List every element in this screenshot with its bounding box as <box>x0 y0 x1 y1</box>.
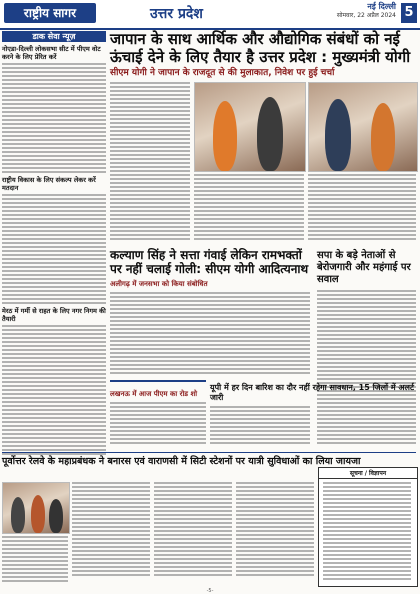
masthead <box>0 0 420 30</box>
city-name: नई दिल्ली <box>367 2 396 11</box>
left-text-2 <box>2 194 106 304</box>
bottom-photo <box>2 482 70 534</box>
bottom-story-text-col4 <box>236 482 314 578</box>
page-footer: -5- <box>206 588 214 594</box>
main-story-text-col3 <box>308 174 416 242</box>
newspaper-logo: राष्ट्रीय सागर <box>4 3 96 23</box>
mid-story-headline: यूपी में हर दिन बारिश का दौर नहीं रहेगा सावधान, 15 जिलों में अलर्ट जारी <box>210 383 415 402</box>
left-column-header: डाक सेवा न्यूज़ <box>2 31 106 42</box>
right-story-text <box>317 290 416 446</box>
left-headline-2: राष्ट्रीय विकास के लिए संकल्प लेकर करें मतदान <box>2 176 96 192</box>
left-headline-1: नोएडा-दिल्ली लोकसभा सीट में पीएम वोट करने के लिए प्रेरित करें <box>2 45 101 61</box>
ad-text <box>323 482 411 582</box>
section-title: उत्तर प्रदेश <box>150 6 203 22</box>
bottom-headline: पूर्वोत्तर रेलवे के महाप्रबंधक ने बनारस एवं वाराणसी में सिटी स्टेशनों पर यात्री सुविधाओं का लिया जायजा <box>2 452 416 468</box>
small-story-headline: लखनऊ में आज पीएम का रोड शो <box>110 390 198 398</box>
main-headline: जापान के साथ आर्थिक और औद्योगिक संबंधों को नई ऊंचाई देने के लिए तैयार है उत्तर प्रदेश : मुख्यमंत्री योगी <box>110 30 411 66</box>
second-headline: कल्याण सिंह ने सत्ता गंवाई लेकिन रामभक्तों पर नहीं चलाई गोली: सीएम योगी आदित्यनाथ <box>110 248 309 276</box>
second-story-text <box>110 292 310 376</box>
section-divider <box>110 380 206 382</box>
left-text-3 <box>2 325 106 455</box>
page-number: 5 <box>401 3 417 23</box>
bottom-story-text-col2 <box>72 482 150 578</box>
second-photo <box>308 82 418 172</box>
main-subheadline: सीएम योगी ने जापान के राजदूत से की मुलाकात, निवेश पर हुई चर्चा <box>110 68 335 78</box>
second-subheadline: अलीगढ़ में जनसभा को किया संबोधित <box>110 280 208 288</box>
small-story-text <box>110 402 206 446</box>
left-headline-3: मेरठ में गर्मी से राहत के लिए नगर निगम की तैयारी <box>2 307 106 323</box>
advertisement-box <box>318 467 418 587</box>
ad-title: सूचना / विज्ञापन <box>319 468 417 479</box>
bottom-story-text-col1 <box>2 536 68 584</box>
right-story-headline: सपा के बड़े नेताओं से बेरोजगारी और महंगाई पर सवाल <box>317 250 411 285</box>
main-story-text-col2 <box>194 174 304 242</box>
bottom-story-text-col3 <box>154 482 232 578</box>
masthead-date <box>337 3 396 20</box>
main-photo <box>194 82 306 172</box>
issue-date: सोमवार, 22 अप्रैल 2024 <box>336 12 396 19</box>
mid-story-text <box>210 406 310 446</box>
main-story-text-col1 <box>110 82 190 242</box>
left-column <box>2 31 106 449</box>
left-text-1 <box>2 63 106 173</box>
